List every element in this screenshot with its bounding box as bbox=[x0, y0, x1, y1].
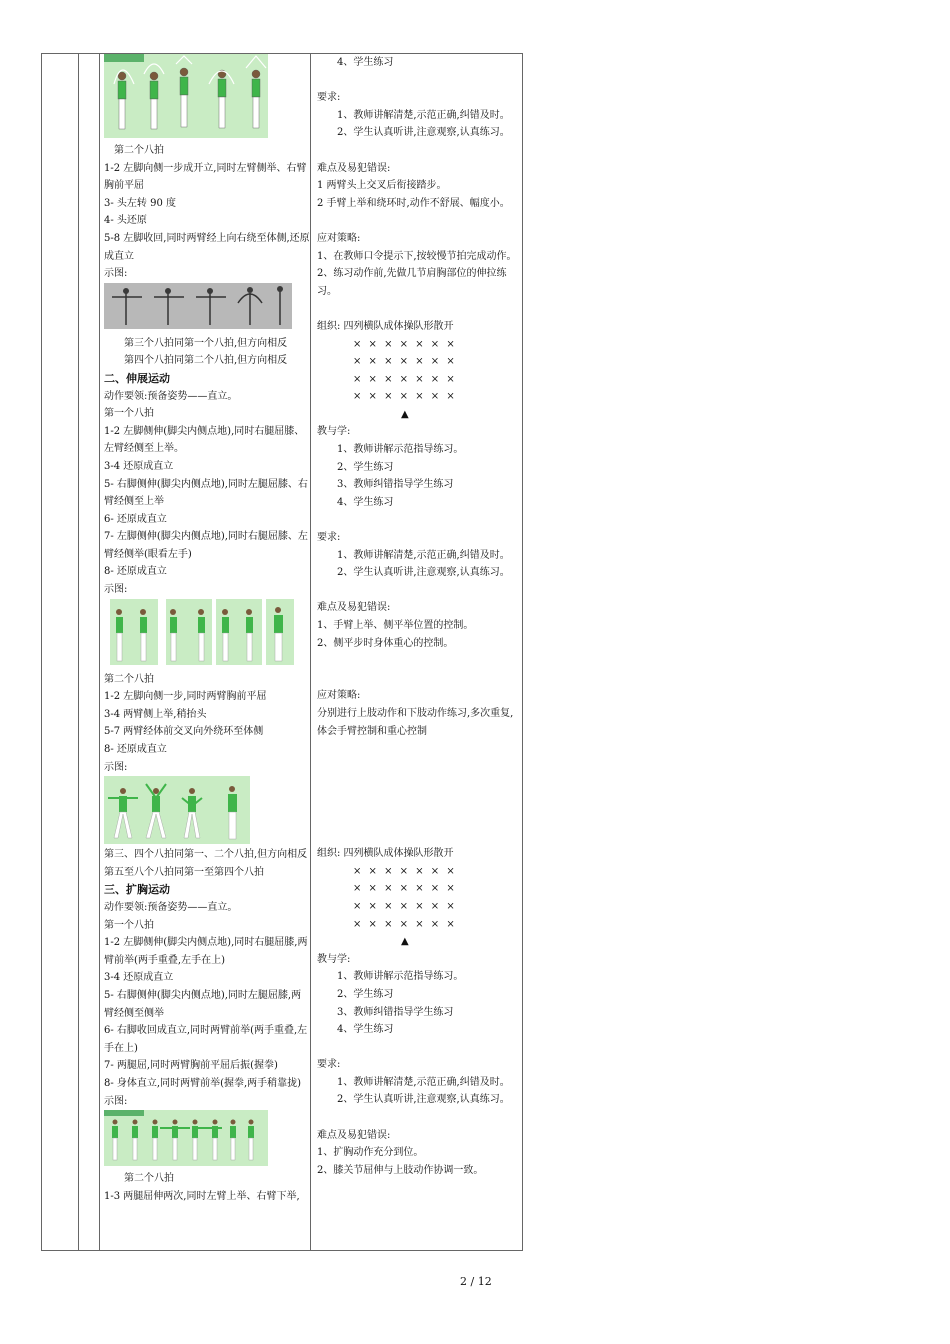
difficulty-item: 1 两臂头上交叉后衔接踏步。 bbox=[317, 180, 447, 192]
teaching-step: 2、学生练习 bbox=[337, 988, 394, 1000]
requirement-item: 2、学生认真听讲,注意观察,认真练习。 bbox=[337, 567, 510, 579]
exercise-photo-strip bbox=[104, 283, 310, 335]
lesson-plan-table bbox=[41, 53, 523, 1251]
teaching-title: 教与学: bbox=[317, 953, 351, 965]
strategy-item: 分别进行上肢动作和下肢动作练习,多次重复,体会手臂控制和重心控制 bbox=[317, 707, 514, 737]
step-text: 8- 还原成直立 bbox=[104, 566, 167, 578]
exercise-photo-strip bbox=[104, 776, 310, 846]
step-text: 1-2 左脚侧伸(脚尖内侧点地),同时右腿屈膝、左臂经侧至上举。 bbox=[104, 425, 305, 455]
step-text: 5-8 左脚收回,同时两臂经上向右绕至体侧,还原成直立 bbox=[104, 232, 310, 262]
beat-note: 第三、四个八拍同第一、二个八拍,但方向相反 bbox=[104, 849, 308, 861]
step-text: 6- 右脚收回成直立,同时两臂前举(两手重叠,左手在上) bbox=[104, 1025, 308, 1054]
prep-text: 动作要领:预备姿势——直立。 bbox=[104, 390, 238, 402]
teaching-title: 教与学: bbox=[317, 426, 351, 438]
difficulty-item: 1、扩胸动作充分到位。 bbox=[317, 1147, 424, 1159]
difficulty-item: 2 手臂上举和绕环时,动作不舒展、幅度小。 bbox=[317, 197, 510, 209]
teaching-step: 1、教师讲解示范指导练习。 bbox=[337, 444, 464, 456]
prep-text: 动作要领:预备姿势——直立。 bbox=[104, 902, 238, 913]
content-column bbox=[104, 54, 310, 1205]
figure-label: 示图: bbox=[104, 1095, 128, 1107]
beat-title: 第一个八拍 bbox=[104, 919, 154, 931]
difficulty-item: 2、膝关节屈伸与上肢动作协调一致。 bbox=[317, 1164, 484, 1176]
teaching-step: 4、学生练习 bbox=[337, 1024, 394, 1036]
teaching-step: 1、教师讲解示范指导练习。 bbox=[337, 971, 464, 983]
page-number: 2 / 12 bbox=[460, 1275, 492, 1288]
exercise-figure-illustration bbox=[104, 599, 294, 667]
exercise-figure-illustration bbox=[104, 54, 268, 138]
teaching-step: 4、学生练习 bbox=[337, 496, 394, 508]
beat-note: 第五至八个八拍同第一至第四个八拍 bbox=[104, 866, 264, 878]
requirement-title: 要求: bbox=[317, 532, 341, 544]
teacher-marker: ▲ bbox=[401, 936, 409, 948]
figure-label: 示图: bbox=[104, 761, 128, 773]
section-title: 三、扩胸运动 bbox=[104, 883, 170, 897]
formation-row: × × × × × × × bbox=[353, 373, 457, 385]
step-text: 4- 头还原 bbox=[104, 215, 147, 227]
formation-row: × × × × × × × bbox=[353, 338, 457, 350]
beat-title: 第二个八拍 bbox=[114, 145, 164, 156]
formation-row: × × × × × × × bbox=[353, 356, 457, 368]
step-text: 7- 左脚侧伸(脚尖内侧点地),同时右腿屈膝、左臂经侧举(眼看左手) bbox=[104, 531, 308, 560]
column-divider bbox=[78, 54, 79, 1250]
step-text: 5- 右脚侧伸(脚尖内侧点地),同时左腿屈膝,两臂经侧至侧举 bbox=[104, 989, 302, 1019]
difficulty-title: 难点及易犯错误: bbox=[317, 602, 391, 614]
organization-text: 组织: 四列横队成体操队形散开 bbox=[317, 320, 454, 332]
teacher-marker: ▲ bbox=[401, 408, 409, 420]
step-text: 3- 头左转 90 度 bbox=[104, 197, 177, 209]
figure-label: 示图: bbox=[104, 268, 128, 280]
step-text: 1-2 左脚向侧一步成开立,同时左臂侧举、右臂胸前平屈 bbox=[104, 162, 307, 192]
method-column bbox=[317, 54, 520, 1179]
organization-text: 组织: 四列横队成体操队形散开 bbox=[317, 848, 454, 860]
teaching-step: 2、学生练习 bbox=[337, 461, 394, 473]
step-text: 8- 还原成直立 bbox=[104, 744, 167, 756]
column-divider bbox=[99, 54, 100, 1250]
formation-row: × × × × × × × bbox=[353, 900, 457, 912]
beat-note: 第三个八拍同第一个八拍,但方向相反 bbox=[124, 337, 288, 349]
exercise-photo-strip bbox=[104, 1110, 310, 1170]
strategy-item: 2、练习动作前,先做几节肩胸部位的伸拉练习。 bbox=[317, 268, 507, 297]
requirement-item: 1、教师讲解清楚,示范正确,纠错及时。 bbox=[337, 109, 510, 121]
beat-title: 第一个八拍 bbox=[104, 408, 154, 420]
step-text: 1-2 左脚侧伸(脚尖内侧点地),同时右腿屈膝,两臂前举(两手重叠,左手在上) bbox=[104, 937, 308, 966]
difficulty-title: 难点及易犯错误: bbox=[317, 1129, 391, 1141]
requirement-item: 2、学生认真听讲,注意观察,认真练习。 bbox=[337, 127, 510, 139]
teaching-step: 3、教师纠错指导学生练习 bbox=[337, 1006, 454, 1018]
strategy-title: 应对策略: bbox=[317, 690, 361, 702]
figure-label: 示图: bbox=[104, 584, 128, 596]
step-text: 3-4 两臂侧上举,稍抬头 bbox=[104, 708, 207, 720]
step-text: 3-4 还原成直立 bbox=[104, 460, 174, 472]
step-text: 1-2 左脚向侧一步,同时两臂胸前平屈 bbox=[104, 691, 267, 703]
exercise-figure-illustration bbox=[104, 776, 250, 844]
formation-row: × × × × × × × bbox=[353, 391, 457, 403]
exercise-figure-illustration bbox=[104, 1110, 268, 1166]
step-text: 5- 右脚侧伸(脚尖内侧点地),同时左腿屈膝、右臂经侧至上举 bbox=[104, 478, 308, 508]
strategy-title: 应对策略: bbox=[317, 232, 361, 244]
step-text: 3-4 还原成直立 bbox=[104, 972, 174, 984]
step-text: 8- 身体直立,同时两臂前举(握拳,两手稍靠拢) bbox=[104, 1077, 302, 1089]
exercise-figure-illustration bbox=[104, 283, 292, 329]
formation-row: × × × × × × × bbox=[353, 883, 457, 895]
requirement-item: 2、学生认真听讲,注意观察,认真练习。 bbox=[337, 1094, 510, 1106]
difficulty-title: 难点及易犯错误: bbox=[317, 162, 391, 174]
strategy-item: 1、在教师口令提示下,按较慢节拍完成动作。 bbox=[317, 250, 517, 262]
difficulty-item: 1、手臂上举、侧平举位置的控制。 bbox=[317, 620, 474, 631]
column-divider bbox=[310, 54, 311, 1250]
step-text: 6- 还原成直立 bbox=[104, 513, 167, 525]
exercise-photo-strip bbox=[104, 599, 310, 671]
beat-title: 第二个八拍 bbox=[124, 1173, 174, 1185]
teaching-step: 3、教师纠错指导学生练习 bbox=[337, 479, 454, 491]
requirement-title: 要求: bbox=[317, 1059, 341, 1071]
requirement-item: 1、教师讲解清楚,示范正确,纠错及时。 bbox=[337, 1076, 510, 1088]
difficulty-item: 2、侧平步时身体重心的控制。 bbox=[317, 637, 454, 649]
requirement-title: 要求: bbox=[317, 92, 341, 104]
requirement-item: 1、教师讲解清楚,示范正确,纠错及时。 bbox=[337, 549, 510, 561]
exercise-photo-strip bbox=[104, 54, 310, 142]
step-text: 5-7 两臂经体前交叉向外绕环至体侧 bbox=[104, 726, 264, 738]
teaching-step: 4、学生练习 bbox=[337, 57, 394, 68]
step-text: 1-3 两腿屈伸两次,同时左臂上举、右臂下举, bbox=[104, 1190, 300, 1202]
formation-row: × × × × × × × bbox=[353, 918, 457, 930]
beat-title: 第二个八拍 bbox=[104, 673, 154, 685]
formation-row: × × × × × × × bbox=[353, 865, 457, 877]
section-title: 二、伸展运动 bbox=[104, 371, 170, 385]
step-text: 7- 两腿屈,同时两臂胸前平屈后振(握拳) bbox=[104, 1060, 278, 1072]
beat-note: 第四个八拍同第二个八拍,但方向相反 bbox=[124, 355, 288, 367]
